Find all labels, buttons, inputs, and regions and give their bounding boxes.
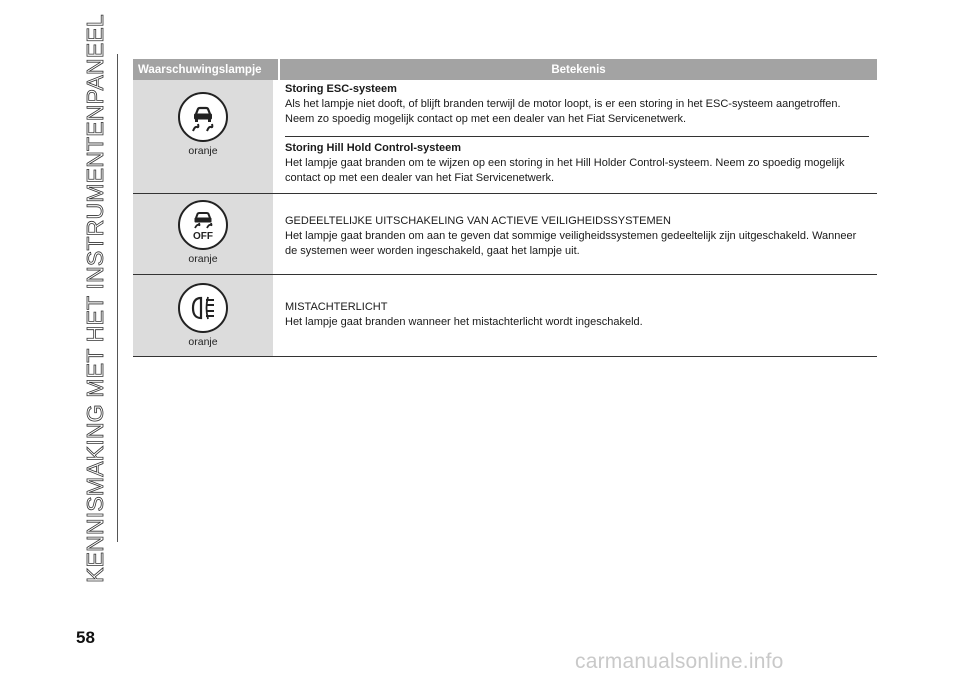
meaning-entry <box>285 136 869 195</box>
off-label: OFF <box>193 231 213 242</box>
entry-text: Het lampje gaat branden om aan te geven dat sommige veiligheidssystemen gedeeltelijk zijn uitgeschakeld. Wanneer de systemen weer worden ingeschakeld, gaat het lampje uit. <box>285 230 857 257</box>
chapter-divider-line <box>117 54 118 542</box>
table-row <box>133 275 877 357</box>
watermark: carmanualsonline.info <box>575 650 784 673</box>
entry-title: GEDEELTELIJKE UITSCHAKELING VAN ACTIEVE VEILIGHEIDSSYSTEMEN <box>285 215 671 227</box>
meaning-cell <box>273 80 877 193</box>
esc-skid-car-icon <box>178 92 228 142</box>
icon-color-label: oranje <box>188 253 218 265</box>
meaning-entry <box>285 80 869 136</box>
header-warning-light: Waarschuwingslampje <box>133 59 278 80</box>
esc-off-icon <box>178 200 228 250</box>
page-number: 58 <box>76 628 95 647</box>
icon-cell <box>133 194 273 274</box>
meaning-cell <box>273 194 877 274</box>
icon-cell <box>133 80 273 193</box>
rear-fog-light-icon <box>178 283 228 333</box>
entry-title: Storing ESC-systeem <box>285 83 397 95</box>
entry-text: Als het lampje niet dooft, of blijft branden terwijl de motor loopt, is er een storing in het ESC-systeem aangetroffen. Neem zo spoedig mogelijk contact op met een dealer van het Fiat Servicenetwerk. <box>285 98 841 125</box>
icon-color-label: oranje <box>188 145 218 157</box>
warning-lights-table <box>133 59 877 357</box>
entry-text: Het lampje gaat branden wanneer het mistachterlicht wordt ingeschakeld. <box>285 316 643 328</box>
table-header <box>133 59 877 80</box>
icon-cell <box>133 275 273 356</box>
header-meaning: Betekenis <box>280 59 877 80</box>
icon-color-label: oranje <box>188 336 218 348</box>
meaning-cell <box>273 275 877 356</box>
entry-title: Storing Hill Hold Control-systeem <box>285 142 462 154</box>
entry-title: MISTACHTERLICHT <box>285 301 388 313</box>
chapter-title <box>80 13 110 583</box>
table-row <box>133 194 877 275</box>
entry-text: Het lampje gaat branden om te wijzen op een storing in het Hill Holder Control-systeem. Neem zo spoedig mogelijk contact op met een dealer van het Fiat Servicenetwerk. <box>285 157 845 184</box>
table-row <box>133 80 877 194</box>
chapter-title-text: KENNISMAKING MET HET INSTRUMENTENPANEEL <box>81 13 108 583</box>
